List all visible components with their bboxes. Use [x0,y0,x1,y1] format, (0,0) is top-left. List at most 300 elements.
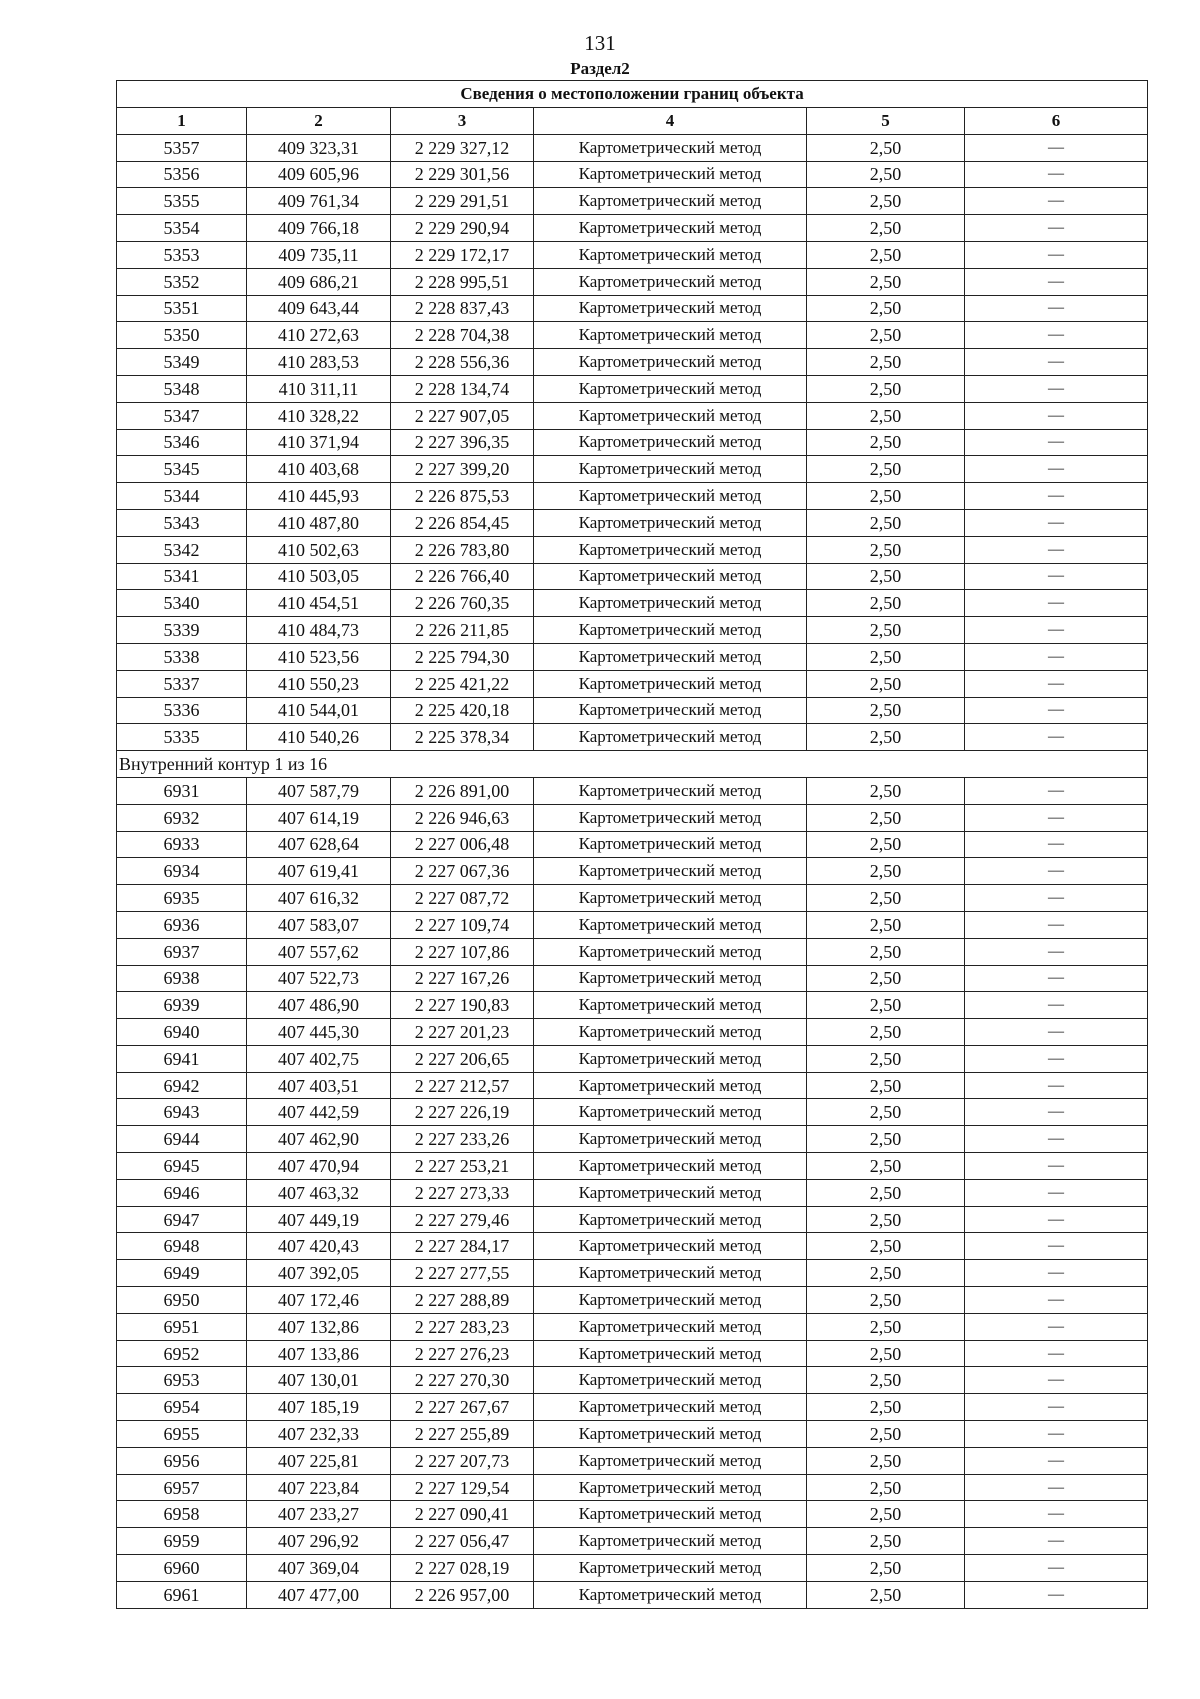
x-coordinate-cell: 407 628,64 [247,831,391,858]
method-cell: Картометрический метод [534,965,807,992]
table-row [117,188,1148,215]
method-cell: Картометрический метод [534,1233,807,1260]
accuracy-cell: 2,50 [807,1153,965,1180]
method-cell: Картометрический метод [534,911,807,938]
table-row [117,241,1148,268]
accuracy-cell: 2,50 [807,777,965,804]
accuracy-cell: 2,50 [807,402,965,429]
x-coordinate-cell: 410 283,53 [247,349,391,376]
column-number: 6 [965,108,1148,135]
table-row [117,831,1148,858]
method-cell: Картометрический метод [534,1528,807,1555]
table-row [117,456,1148,483]
y-coordinate-cell: 2 226 957,00 [391,1581,534,1608]
table-row [117,1340,1148,1367]
x-coordinate-cell: 407 445,30 [247,1019,391,1046]
accuracy-cell: 2,50 [807,1179,965,1206]
x-coordinate-cell: 407 463,32 [247,1179,391,1206]
point-number-cell: 6937 [117,938,247,965]
y-coordinate-cell: 2 227 279,46 [391,1206,534,1233]
table-row [117,965,1148,992]
y-coordinate-cell: 2 229 172,17 [391,241,534,268]
table-row [117,483,1148,510]
x-coordinate-cell: 407 392,05 [247,1260,391,1287]
x-coordinate-cell: 409 643,44 [247,295,391,322]
y-coordinate-cell: 2 227 273,33 [391,1179,534,1206]
note-cell: — [965,1528,1148,1555]
method-cell: Картометрический метод [534,1474,807,1501]
y-coordinate-cell: 2 226 891,00 [391,777,534,804]
method-cell: Картометрический метод [534,643,807,670]
point-number-cell: 6940 [117,1019,247,1046]
point-number-cell: 6949 [117,1260,247,1287]
x-coordinate-cell: 410 454,51 [247,590,391,617]
table-row [117,911,1148,938]
note-cell: — [965,1045,1148,1072]
method-cell: Картометрический метод [534,375,807,402]
y-coordinate-cell: 2 229 327,12 [391,134,534,161]
y-coordinate-cell: 2 227 201,23 [391,1019,534,1046]
y-coordinate-cell: 2 228 704,38 [391,322,534,349]
table-row [117,1153,1148,1180]
point-number-cell: 6935 [117,885,247,912]
table-row [117,1045,1148,1072]
point-number-cell: 5336 [117,697,247,724]
table-row [117,1072,1148,1099]
point-number-cell: 5344 [117,483,247,510]
note-cell: — [965,402,1148,429]
note-cell: — [965,938,1148,965]
point-number-cell: 5352 [117,268,247,295]
note-cell: — [965,1099,1148,1126]
point-number-cell: 5349 [117,349,247,376]
x-coordinate-cell: 410 487,80 [247,509,391,536]
y-coordinate-cell: 2 227 399,20 [391,456,534,483]
method-cell: Картометрический метод [534,590,807,617]
point-number-cell: 5351 [117,295,247,322]
method-cell: Картометрический метод [534,134,807,161]
method-cell: Картометрический метод [534,1581,807,1608]
point-number-cell: 6951 [117,1313,247,1340]
point-number-cell: 5339 [117,617,247,644]
table-row [117,1581,1148,1608]
accuracy-cell: 2,50 [807,1528,965,1555]
table-row [117,536,1148,563]
table-row [117,1206,1148,1233]
table-row [117,938,1148,965]
table-row [117,268,1148,295]
point-number-cell: 6941 [117,1045,247,1072]
table-row [117,885,1148,912]
point-number-cell: 5342 [117,536,247,563]
note-cell: — [965,563,1148,590]
y-coordinate-cell: 2 227 109,74 [391,911,534,938]
point-number-cell: 5345 [117,456,247,483]
accuracy-cell: 2,50 [807,804,965,831]
note-cell: — [965,1260,1148,1287]
accuracy-cell: 2,50 [807,1367,965,1394]
point-number-cell: 6961 [117,1581,247,1608]
accuracy-cell: 2,50 [807,509,965,536]
table-row [117,1528,1148,1555]
note-cell: — [965,429,1148,456]
method-cell: Картометрический метод [534,858,807,885]
x-coordinate-cell: 407 296,92 [247,1528,391,1555]
table-row [117,1019,1148,1046]
x-coordinate-cell: 407 486,90 [247,992,391,1019]
note-cell: — [965,1233,1148,1260]
accuracy-cell: 2,50 [807,885,965,912]
accuracy-cell: 2,50 [807,1394,965,1421]
y-coordinate-cell: 2 227 253,21 [391,1153,534,1180]
y-coordinate-cell: 2 228 134,74 [391,375,534,402]
point-number-cell: 5354 [117,215,247,242]
method-cell: Картометрический метод [534,161,807,188]
note-cell: — [965,590,1148,617]
column-number: 4 [534,108,807,135]
point-number-cell: 5355 [117,188,247,215]
table-row [117,509,1148,536]
method-cell: Картометрический метод [534,724,807,751]
table-row [117,215,1148,242]
accuracy-cell: 2,50 [807,241,965,268]
method-cell: Картометрический метод [534,1072,807,1099]
note-cell: — [965,1126,1148,1153]
point-number-cell: 5340 [117,590,247,617]
point-number-cell: 5343 [117,509,247,536]
x-coordinate-cell: 410 540,26 [247,724,391,751]
point-number-cell: 6952 [117,1340,247,1367]
note-cell: — [965,1501,1148,1528]
x-coordinate-cell: 407 619,41 [247,858,391,885]
method-cell: Картометрический метод [534,483,807,510]
table-row [117,161,1148,188]
accuracy-cell: 2,50 [807,1421,965,1448]
note-cell: — [965,1313,1148,1340]
y-coordinate-cell: 2 227 276,23 [391,1340,534,1367]
table-row [117,804,1148,831]
accuracy-cell: 2,50 [807,590,965,617]
table-row [117,617,1148,644]
x-coordinate-cell: 409 766,18 [247,215,391,242]
method-cell: Картометрический метод [534,429,807,456]
x-coordinate-cell: 410 272,63 [247,322,391,349]
accuracy-cell: 2,50 [807,1581,965,1608]
table-row [117,375,1148,402]
x-coordinate-cell: 407 369,04 [247,1555,391,1582]
table-row [117,402,1148,429]
note-cell: — [965,697,1148,724]
note-cell: — [965,777,1148,804]
note-cell: — [965,188,1148,215]
accuracy-cell: 2,50 [807,322,965,349]
table-row [117,1421,1148,1448]
method-cell: Картометрический метод [534,563,807,590]
accuracy-cell: 2,50 [807,831,965,858]
method-cell: Картометрический метод [534,1313,807,1340]
accuracy-cell: 2,50 [807,670,965,697]
x-coordinate-cell: 407 133,86 [247,1340,391,1367]
accuracy-cell: 2,50 [807,858,965,885]
accuracy-cell: 2,50 [807,1287,965,1314]
table-row [117,590,1148,617]
method-cell: Картометрический метод [534,1126,807,1153]
method-cell: Картометрический метод [534,456,807,483]
accuracy-cell: 2,50 [807,1501,965,1528]
accuracy-cell: 2,50 [807,724,965,751]
table-row [117,134,1148,161]
note-cell: — [965,536,1148,563]
contour-label-row [117,751,1148,778]
y-coordinate-cell: 2 227 107,86 [391,938,534,965]
note-cell: — [965,1153,1148,1180]
method-cell: Картометрический метод [534,804,807,831]
x-coordinate-cell: 410 502,63 [247,536,391,563]
note-cell: — [965,1340,1148,1367]
accuracy-cell: 2,50 [807,1206,965,1233]
accuracy-cell: 2,50 [807,1045,965,1072]
x-coordinate-cell: 407 522,73 [247,965,391,992]
accuracy-cell: 2,50 [807,375,965,402]
x-coordinate-cell: 410 523,56 [247,643,391,670]
y-coordinate-cell: 2 226 946,63 [391,804,534,831]
x-coordinate-cell: 407 470,94 [247,1153,391,1180]
point-number-cell: 6954 [117,1394,247,1421]
table-row [117,1447,1148,1474]
page-number: 131 [584,31,616,55]
y-coordinate-cell: 2 227 255,89 [391,1421,534,1448]
x-coordinate-cell: 409 605,96 [247,161,391,188]
table-caption-row [117,81,1148,108]
method-cell: Картометрический метод [534,215,807,242]
accuracy-cell: 2,50 [807,643,965,670]
point-number-cell: 6957 [117,1474,247,1501]
note-cell: — [965,295,1148,322]
method-cell: Картометрический метод [534,1045,807,1072]
note-cell: — [965,1287,1148,1314]
x-coordinate-cell: 407 402,75 [247,1045,391,1072]
column-number: 5 [807,108,965,135]
point-number-cell: 6942 [117,1072,247,1099]
method-cell: Картометрический метод [534,1367,807,1394]
accuracy-cell: 2,50 [807,536,965,563]
method-cell: Картометрический метод [534,1260,807,1287]
method-cell: Картометрический метод [534,349,807,376]
y-coordinate-cell: 2 227 090,41 [391,1501,534,1528]
method-cell: Картометрический метод [534,697,807,724]
accuracy-cell: 2,50 [807,992,965,1019]
y-coordinate-cell: 2 226 783,80 [391,536,534,563]
point-number-cell: 5335 [117,724,247,751]
note-cell: — [965,1555,1148,1582]
y-coordinate-cell: 2 228 837,43 [391,295,534,322]
y-coordinate-cell: 2 227 006,48 [391,831,534,858]
table-row [117,777,1148,804]
note-cell: — [965,1421,1148,1448]
column-number: 1 [117,108,247,135]
note-cell: — [965,509,1148,536]
table-row [117,643,1148,670]
method-cell: Картометрический метод [534,1287,807,1314]
table-row [117,1233,1148,1260]
x-coordinate-cell: 409 761,34 [247,188,391,215]
x-coordinate-cell: 410 371,94 [247,429,391,456]
accuracy-cell: 2,50 [807,1313,965,1340]
accuracy-cell: 2,50 [807,1233,965,1260]
x-coordinate-cell: 407 442,59 [247,1099,391,1126]
y-coordinate-cell: 2 227 207,73 [391,1447,534,1474]
method-cell: Картометрический метод [534,938,807,965]
note-cell: — [965,1206,1148,1233]
note-cell: — [965,858,1148,885]
note-cell: — [965,161,1148,188]
inner-contour-rows [117,777,1148,1608]
method-cell: Картометрический метод [534,241,807,268]
method-cell: Картометрический метод [534,617,807,644]
point-number-cell: 5337 [117,670,247,697]
column-number: 2 [247,108,391,135]
method-cell: Картометрический метод [534,992,807,1019]
accuracy-cell: 2,50 [807,1019,965,1046]
x-coordinate-cell: 407 233,27 [247,1501,391,1528]
note-cell: — [965,965,1148,992]
note-cell: — [965,885,1148,912]
x-coordinate-cell: 410 550,23 [247,670,391,697]
table-row [117,1474,1148,1501]
table-row [117,724,1148,751]
x-coordinate-cell: 407 420,43 [247,1233,391,1260]
method-cell: Картометрический метод [534,188,807,215]
table-row [117,349,1148,376]
note-cell: — [965,322,1148,349]
method-cell: Картометрический метод [534,831,807,858]
note-cell: — [965,134,1148,161]
accuracy-cell: 2,50 [807,1260,965,1287]
accuracy-cell: 2,50 [807,617,965,644]
y-coordinate-cell: 2 226 875,53 [391,483,534,510]
method-cell: Картометрический метод [534,1555,807,1582]
point-number-cell: 5347 [117,402,247,429]
table-row [117,1126,1148,1153]
y-coordinate-cell: 2 227 267,67 [391,1394,534,1421]
method-cell: Картометрический метод [534,1206,807,1233]
table-row [117,1501,1148,1528]
x-coordinate-cell: 409 323,31 [247,134,391,161]
y-coordinate-cell: 2 227 283,23 [391,1313,534,1340]
y-coordinate-cell: 2 226 760,35 [391,590,534,617]
table-row [117,1394,1148,1421]
x-coordinate-cell: 407 462,90 [247,1126,391,1153]
note-cell: — [965,1019,1148,1046]
point-number-cell: 6945 [117,1153,247,1180]
column-number-row [117,108,1148,135]
point-number-cell: 6931 [117,777,247,804]
note-cell: — [965,268,1148,295]
x-coordinate-cell: 410 328,22 [247,402,391,429]
note-cell: — [965,1581,1148,1608]
note-cell: — [965,617,1148,644]
table-caption: Сведения о местоположении границ объекта [117,81,1148,108]
point-number-cell: 6950 [117,1287,247,1314]
y-coordinate-cell: 2 229 290,94 [391,215,534,242]
table-row [117,429,1148,456]
x-coordinate-cell: 410 544,01 [247,697,391,724]
accuracy-cell: 2,50 [807,1555,965,1582]
y-coordinate-cell: 2 227 028,19 [391,1555,534,1582]
x-coordinate-cell: 407 223,84 [247,1474,391,1501]
method-cell: Картометрический метод [534,1153,807,1180]
y-coordinate-cell: 2 227 129,54 [391,1474,534,1501]
section-title: Раздел2 [570,59,630,78]
method-cell: Картометрический метод [534,509,807,536]
point-number-cell: 6960 [117,1555,247,1582]
note-cell: — [965,375,1148,402]
method-cell: Картометрический метод [534,777,807,804]
table-row [117,1555,1148,1582]
x-coordinate-cell: 410 311,11 [247,375,391,402]
accuracy-cell: 2,50 [807,1340,965,1367]
method-cell: Картометрический метод [534,1099,807,1126]
note-cell: — [965,992,1148,1019]
table-row [117,697,1148,724]
accuracy-cell: 2,50 [807,563,965,590]
x-coordinate-cell: 407 130,01 [247,1367,391,1394]
point-number-cell: 5341 [117,563,247,590]
accuracy-cell: 2,50 [807,215,965,242]
accuracy-cell: 2,50 [807,456,965,483]
point-number-cell: 6958 [117,1501,247,1528]
point-number-cell: 6936 [117,911,247,938]
point-number-cell: 5350 [117,322,247,349]
x-coordinate-cell: 409 686,21 [247,268,391,295]
accuracy-cell: 2,50 [807,429,965,456]
note-cell: — [965,831,1148,858]
accuracy-cell: 2,50 [807,268,965,295]
x-coordinate-cell: 407 403,51 [247,1072,391,1099]
table-row [117,322,1148,349]
method-cell: Картометрический метод [534,402,807,429]
x-coordinate-cell: 409 735,11 [247,241,391,268]
x-coordinate-cell: 410 403,68 [247,456,391,483]
accuracy-cell: 2,50 [807,1447,965,1474]
point-number-cell: 6953 [117,1367,247,1394]
x-coordinate-cell: 407 614,19 [247,804,391,831]
x-coordinate-cell: 407 587,79 [247,777,391,804]
table-row [117,1287,1148,1314]
method-cell: Картометрический метод [534,1501,807,1528]
y-coordinate-cell: 2 228 995,51 [391,268,534,295]
method-cell: Картометрический метод [534,1179,807,1206]
accuracy-cell: 2,50 [807,1474,965,1501]
method-cell: Картометрический метод [534,322,807,349]
accuracy-cell: 2,50 [807,1099,965,1126]
accuracy-cell: 2,50 [807,483,965,510]
point-number-cell: 6955 [117,1421,247,1448]
x-coordinate-cell: 407 185,19 [247,1394,391,1421]
y-coordinate-cell: 2 227 087,72 [391,885,534,912]
table-row [117,1179,1148,1206]
y-coordinate-cell: 2 228 556,36 [391,349,534,376]
y-coordinate-cell: 2 227 277,55 [391,1260,534,1287]
note-cell: — [965,1394,1148,1421]
y-coordinate-cell: 2 227 212,57 [391,1072,534,1099]
x-coordinate-cell: 410 484,73 [247,617,391,644]
note-cell: — [965,804,1148,831]
note-cell: — [965,1179,1148,1206]
x-coordinate-cell: 407 557,62 [247,938,391,965]
y-coordinate-cell: 2 225 420,18 [391,697,534,724]
y-coordinate-cell: 2 229 301,56 [391,161,534,188]
